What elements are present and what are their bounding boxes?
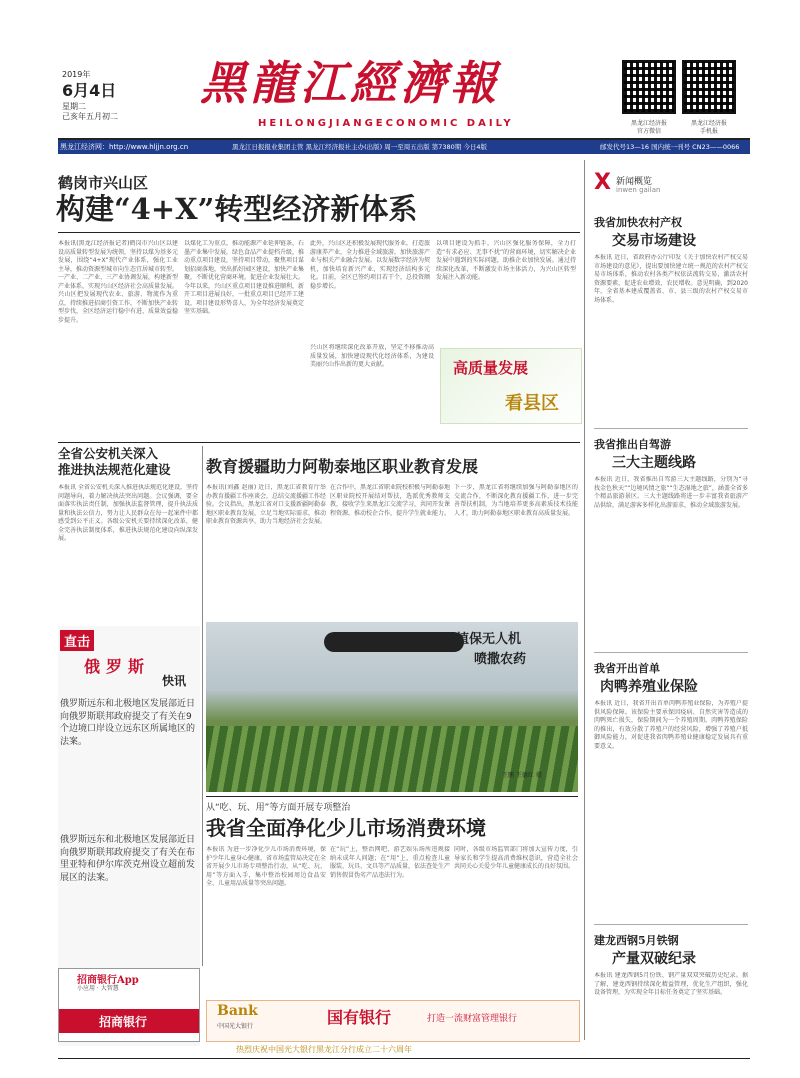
lead-body-col1: 本报讯(黑龙江经济报记者)鹤岗市兴山区以建设高质量转型发展为统领，坚持以煤为基多元发展，围绕“4+X”现代产业体系，强化工业主导，推动资源型城市向生态宜居城市转型。一产业、二产业、三产业协调发展，构建新型产业体系，实现兴山区经济社会高质量发展。兴山区把发展现代农业、旅游、物流作为重点，持续推进招商引资工作，不断加快产业转型步伐，全区经济运行稳中有进、质量效益稳步提升。 — [58, 240, 178, 324]
guoyou-slogan: 打造一流财富管理银行 — [427, 1014, 518, 1024]
site-url[interactable]: 黑龙江经济网：http://www.hljjn.org.cn — [60, 143, 189, 151]
photo-caption-1: 植保无人机 — [456, 632, 522, 647]
market-body-col1: 本报讯 为进一步净化少儿市场消费环境，保护少年儿童身心健康，省市场监管局决定在全省开展少儿市场专项整治行动，从“吃、玩、用”等方面入手，集中整治校园周边食品安全、儿童用品质量等突出问题。 — [206, 846, 326, 887]
newspaper-title: 黑龍江經濟報 — [200, 56, 500, 110]
wechat-qr-code[interactable] — [622, 60, 676, 114]
left-headline-2: 推进执法规范化建设 — [58, 462, 171, 477]
s1-kicker: 我省加快农村产权 — [594, 216, 682, 229]
lead-body-col4: 以项目建设为抓手，兴山区强化服务保障，全力打造“有求必应、无事不扰”的营商环境，切实解决企业发展中遇到的实际问题，助推企业加快发展。通过持续深化改革，不断激发市场主体活力，为兴山区转型发展注入新动能。 — [436, 240, 576, 281]
photo-caption-2: 喷撒农药 — [474, 652, 527, 667]
issue-date-block — [62, 70, 162, 122]
s4-kicker: 建龙西钢5月铁钢 — [594, 934, 679, 947]
issue-lunar: 己亥年五月初二 — [62, 112, 118, 121]
cmb-app-sub: 小应用 · 大智慧 — [77, 985, 119, 992]
s3-headline: 肉鸭养殖业保险 — [600, 679, 698, 695]
edu-headline: 教育援疆助力阿勒泰地区职业教育发展 — [206, 457, 479, 476]
express-text-1: 俄罗斯远东和北极地区发展部近日向俄罗斯联邦政府提交了有关在9个边境口岸设立远东区所属地区的法案。 — [60, 699, 196, 747]
badge-main-text: 高质量发展 — [453, 359, 529, 377]
market-headline: 我省全面净化少儿市场消费环境 — [206, 816, 486, 840]
express-text-2: 俄罗斯远东和北极地区发展部近日向俄罗斯联邦政府提交了有关在布里亚特和伊尔库茨克州设立超前发展区的法案。 — [60, 835, 196, 883]
lead-body-col3: 此外，兴山区还积极发展现代服务业，打造旅游康养产业，全力推进全域旅游，加快旅游产业与相关产业融合发展。以发展数字经济为契机，加快培育新兴产业，实现经济结构多元化。目前，全区已签约项目若干个，总投资额稳步增长。 — [310, 240, 430, 290]
s4-body: 本报讯 建龙西钢5月份铁、钢产量双双突破历史纪录。据了解，建龙西钢持续深化精益管理，优化生产组织，强化设备管理，为实现全年目标任务奠定了坚实基础。 — [594, 972, 748, 996]
s3-kicker: 我省开出首单 — [594, 662, 660, 675]
left-headline-1: 全省公安机关深入 — [58, 446, 159, 461]
ceb-ad[interactable] — [206, 1000, 580, 1042]
edu-body-col2: 在合作中，黑龙江省职业院校积极与阿勒泰地区职业院校开展结对帮扶，选派优秀教师支教，接收学生来黑龙江交流学习，共同开发课程资源，推动校企合作，提升学生就业能力。 — [330, 484, 450, 517]
drone-icon — [324, 632, 464, 652]
s1-body: 本报讯 近日，省政府办公厅印发《关于加快农村产权交易市场建设的意见》，提出要加快建立统一规范的农村产权交易市场体系，推动农村各类产权依法流转交易，激活农村资源要素，促进农业增效、农民增收。意见明确，到2020年，全省基本建成覆盖省、市、县三级的农村产权交易市场体系。 — [594, 254, 748, 304]
lead-headline: 构建“4+X”转型经济新体系 — [56, 192, 418, 226]
s2-kicker: 我省推出自驾游 — [594, 438, 671, 451]
cmb-app-title: 招商银行App — [77, 975, 139, 986]
field-rows — [206, 726, 578, 792]
badge-sub-text: 看县区 — [505, 393, 559, 414]
edu-body-col3: 下一步，黑龙江省将继续加强与阿勒泰地区的交流合作，不断深化教育援疆工作，进一步完善帮扶机制，为当地培养更多高素质技术技能人才，助力阿勒泰地区职业教育高质量发展。 — [454, 484, 578, 517]
cmb-ad[interactable] — [58, 968, 200, 1042]
s1-headline: 交易市场建设 — [612, 233, 696, 249]
express-subtitle: 快讯 — [162, 674, 187, 688]
s3-body: 本报讯 近日，我省开出首单肉鸭养殖业保险，为养殖户提供风险保障。该保险主要承保因疫病、自然灾害等造成的肉鸭死亡损失，保险期间为一个养殖周期。肉鸭养殖保险的推出，有效分散了养殖户的经营风险，增强了养殖户抵御风险能力，对促进我省肉鸭养殖业健康稳定发展具有重要意义。 — [594, 700, 748, 750]
overview-x-icon: X — [594, 170, 611, 195]
guoyou-title: 国有银行 — [327, 1008, 392, 1027]
ceb-anniversary-line: 热烈庆祝中国光大银行黑龙江分行成立二十六周年 — [236, 1045, 412, 1054]
newspaper-subtitle: HEILONGJIANGECONOMIC DAILY — [258, 118, 514, 129]
qr1-caption: 黑龙江经济报 官方微信 — [630, 120, 667, 135]
lead-body-col2: 以煤化工为重点，推动能源产业延伸链条，石墨产业集中发展，绿色食品产业提档升级，推动重点项目建设，坚持项目带动，聚焦项目谋划招商落地，突出抓好园区建设，加快产业集聚，不断优化营商环境，促进企业发展壮大。今年以来，兴山区重点项目建设推进顺利，新开工项目进展良好，一批重点项目已经开工建设，项目建设形势喜人，为全年经济发展奠定坚实基础。 — [184, 240, 304, 315]
overview-title: 新闻概览 — [616, 177, 653, 187]
drone-spraying-photo — [206, 622, 578, 792]
s4-headline: 产量双破纪录 — [612, 951, 696, 967]
qr2-caption: 黑龙江经济报 手机报 — [690, 120, 727, 135]
lead-kicker: 鹤岗市兴山区 — [58, 174, 149, 192]
left-body: 本报讯 全省公安机关深入推进执法规范化建设，坚持问题导向，着力解决执法突出问题。会议强调，要全面落实执法责任制，加强执法监督管理，提升执法质量和执法公信力，努力让人民群众在每一起案件中都感受到公平正义。各级公安机关要持续深化改革，健全完善执法制度体系，推进执法规范化建设向纵深发展。 — [58, 484, 198, 542]
s2-headline: 三大主题线路 — [612, 455, 696, 471]
mobile-paper-qr-code[interactable] — [682, 60, 736, 114]
issue-date: 6月4日 — [62, 81, 117, 100]
overview-title-en: inwen gailan — [616, 186, 661, 194]
market-body-col3: 同时，各级市场监管部门将加大宣传力度，引导家长和学生提高消费维权意识，营造全社会共同关心关爱少年儿童健康成长的良好氛围。 — [454, 846, 578, 870]
market-kicker: 从“吃、玩、用”等方面开展专项整治 — [206, 803, 351, 813]
publisher-info: 黑龙江日报报业集团主管 黑龙江经济报社主办(出版) 周一至周五出版 第7380期 今日4版 — [232, 143, 488, 151]
ceb-en: Bank — [217, 1003, 258, 1019]
cmb-name: 招商银行 — [99, 1015, 148, 1029]
express-title: 俄罗斯 — [84, 657, 151, 676]
express-label: 直击 — [60, 630, 94, 651]
s2-body: 本报讯 近日，我省推出自驾游三大主题线路，分别为“寻找金色秋天”“边境风情之旅”“生态湿地之旅”，涵盖全省多个精品旅游景区。三大主题线路将进一步丰富我省旅游产品供给，满足游客多样化出游需求，推动全域旅游发展。 — [594, 476, 748, 509]
edu-body-col1: 本报讯(刘鑫 赵丽) 近日，黑龙江省教育厅举办教育援疆工作座谈会，总结交流援疆工作经验。会议指出，黑龙江省对口支援新疆阿勒泰地区职业教育发展，立足当地实际需求，推动职业教育资源共享，助力当地经济社会发展。 — [206, 484, 326, 525]
lead-body-col3b: 兴山区将继续深化改革开放，坚定不移推动高质量发展，加快建设现代化经济体系，为建设美丽兴山作出新的更大贡献。 — [310, 344, 434, 368]
photo-credit: 王鹏 王德红 摄 — [502, 772, 542, 779]
ceb-name: 中国光大银行 — [217, 1023, 254, 1030]
issn-info: 邮发代号13—16 国内统一刊号 CN23——0066 — [600, 143, 740, 151]
issue-weekday: 星期二 — [62, 102, 86, 111]
quality-development-badge — [440, 348, 582, 424]
market-body-col2: 在“玩”上，整治网吧、游艺娱乐场所违规接纳未成年人问题；在“用”上，重点检查儿童服装、玩具、文具等产品质量，依法查处生产销售假冒伪劣产品违法行为。 — [330, 846, 450, 879]
issue-year: 2019年 — [62, 70, 91, 79]
